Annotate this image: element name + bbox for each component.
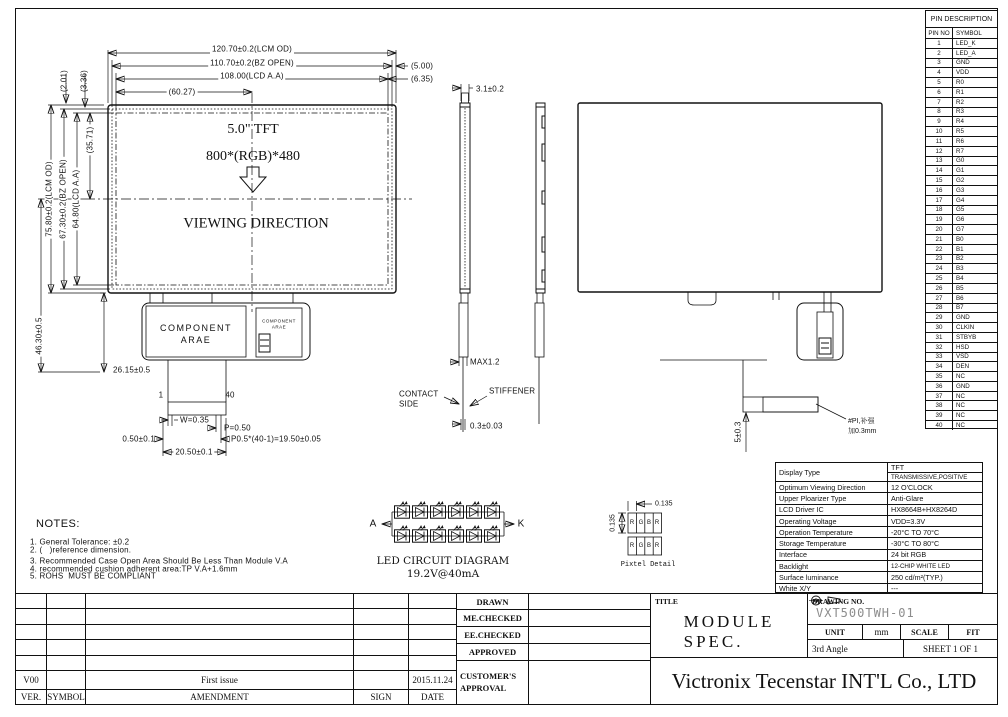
pin-row — [926, 332, 997, 342]
pin-symbol: G6 — [956, 216, 965, 224]
pin-row — [926, 391, 997, 401]
pin-row — [926, 293, 997, 303]
pin-no: 23 — [926, 255, 953, 264]
unit-scale-row — [808, 625, 997, 640]
pin-symbol: VDD — [956, 69, 970, 77]
pin-no: 8 — [926, 108, 953, 117]
pin-no: 14 — [926, 166, 953, 175]
spec-value: 12 O'CLOCK — [891, 482, 933, 492]
pin-no: 34 — [926, 362, 953, 371]
pin-row — [926, 67, 997, 77]
stiffener-label: STIFFENER — [489, 386, 536, 396]
note-item: 1. General Tolerance: ±0.2 — [30, 537, 130, 547]
pin-no: 26 — [926, 284, 953, 293]
pin-row — [926, 38, 997, 48]
revision-empty-cell — [86, 656, 354, 671]
led-diagram-title: LED CIRCUIT DIAGRAM — [376, 555, 510, 567]
revision-header-cell: AMENDMENT — [86, 690, 354, 704]
revision-cell: 2015.11.24 — [409, 671, 456, 690]
pin-symbol: B0 — [956, 235, 964, 243]
dim-bz-open-width: 110.70±0.2(BZ OPEN) — [210, 58, 294, 68]
dim-46-30: 46.30±0.5 — [34, 317, 44, 355]
pin-no: 38 — [926, 401, 953, 410]
approval-row-value — [529, 594, 650, 610]
pin-row — [926, 254, 997, 264]
spec-row — [776, 526, 982, 537]
pin-row — [926, 273, 997, 283]
contact-side-label: CONTACT — [399, 389, 439, 399]
pin-no: 7 — [926, 98, 953, 107]
pin-row — [926, 205, 997, 215]
revision-header-cell: VER. — [16, 690, 47, 704]
revision-empty-cell — [86, 640, 354, 655]
spec-label: Upper Ploarizer Type — [776, 493, 888, 503]
pin-no: 4 — [926, 68, 953, 77]
pi-stiffener-note: #PI,补强 — [848, 418, 875, 425]
pin-no: 35 — [926, 372, 953, 381]
revision-empty-cell — [16, 625, 47, 640]
led-cathode-label: K — [517, 518, 525, 530]
dim-pin-pitch: P=0.50 — [224, 423, 251, 433]
spec-value: -30°C TO 80°C — [891, 539, 940, 549]
pin-no: 1 — [926, 39, 953, 48]
approval-row-label: EE.CHECKED — [457, 627, 529, 644]
pin-row — [926, 263, 997, 273]
subpixel-r: R — [654, 520, 660, 526]
pin-symbol: B1 — [956, 245, 964, 253]
pin-no: 5 — [926, 78, 953, 87]
title-label: TITLE — [655, 597, 678, 606]
pixel-detail-caption: Pixtel Detail — [620, 561, 676, 569]
pin-symbol: R6 — [956, 137, 964, 145]
revision-empty-cell — [409, 625, 456, 640]
pin-no: 29 — [926, 313, 953, 322]
led-anode-label: A — [369, 518, 377, 530]
revision-empty-cell — [86, 609, 354, 624]
pin-symbol: R5 — [956, 128, 964, 136]
pin-row — [926, 312, 997, 322]
revision-empty-cell — [47, 594, 86, 609]
approval-row-label: DRAWN — [457, 594, 529, 610]
revision-empty-cell — [47, 609, 86, 624]
dim-26-15: 26.15±0.5 — [113, 365, 151, 375]
subpixel-b: B — [646, 543, 652, 549]
spec-value: -20°C TO 70°C — [891, 527, 940, 537]
pin-no: 27 — [926, 294, 953, 303]
dim-lcm-od-height: 75.80±0.2(LCM OD) — [44, 161, 54, 237]
subpixel-r: R — [654, 543, 660, 549]
pin-symbol: G2 — [956, 177, 965, 185]
pin-symbol: NC — [956, 421, 965, 429]
revision-empty-cell — [47, 640, 86, 655]
spec-label: White X/Y — [776, 584, 888, 594]
revision-empty-cell — [409, 640, 456, 655]
pin-row — [926, 165, 997, 175]
dim-max-1-2: MAX1.2 — [470, 357, 500, 367]
fpc-connector-pins — [168, 402, 226, 415]
pin-row — [926, 77, 997, 87]
pin-symbol: G7 — [956, 226, 965, 234]
revision-empty-cell — [409, 594, 456, 609]
pin-no: 12 — [926, 147, 953, 156]
pin-row — [926, 234, 997, 244]
spec-label: Operation Temperature — [776, 527, 888, 537]
pin-1-marker: 1 — [158, 390, 164, 400]
pin-no: 40 — [926, 421, 953, 430]
pin-no: 32 — [926, 343, 953, 352]
pixel-dim-v: 0.135 — [609, 514, 617, 532]
pin-row — [926, 136, 997, 146]
subpixel-g: G — [638, 520, 644, 526]
customer-approval-label: CUSTOMER'S APPROVAL — [457, 661, 529, 704]
pin-no: 30 — [926, 323, 953, 332]
revision-empty-cell — [354, 671, 409, 690]
pin-row — [926, 420, 997, 430]
revision-empty-cell — [409, 609, 456, 624]
spec-label: Backlight — [776, 561, 888, 571]
subpixel-r: R — [629, 520, 635, 526]
pin-no: 16 — [926, 186, 953, 195]
spec-row — [776, 571, 982, 582]
spec-row — [776, 463, 982, 481]
pin-no: 28 — [926, 304, 953, 313]
pin-row — [926, 175, 997, 185]
component-area-label-small: ARAE — [271, 324, 287, 330]
third-angle-projection-icon — [808, 594, 842, 607]
pin-symbol: LED_A — [956, 49, 976, 57]
note-item: 4. recommended cushion adherent area:TP V.A+1.6mm — [30, 564, 238, 574]
revision-table — [15, 593, 457, 705]
revision-empty-cell — [354, 656, 409, 671]
pin-40-marker: 40 — [225, 390, 235, 400]
dim-2-01: (2.01) — [59, 69, 69, 93]
revision-empty-cell — [354, 640, 409, 655]
customer-approval-value — [529, 661, 650, 704]
pin-row — [926, 400, 997, 410]
angle-sheet-row — [808, 640, 997, 657]
fit-label: FIT — [966, 627, 980, 637]
note-item: 2. ( )reference dimension. — [30, 545, 132, 555]
pin-symbol: R7 — [956, 147, 964, 155]
revision-empty-cell — [47, 671, 86, 690]
spec-value: 24 bit RGB — [891, 550, 927, 560]
revision-header-cell: SIGN — [354, 690, 409, 704]
pin-no: 10 — [926, 127, 953, 136]
pin-symbol: R3 — [956, 108, 964, 116]
spec-label: Optimum Viewing Direction — [776, 482, 888, 492]
dim-lcm-od-width: 120.70±0.2(LCM OD) — [211, 44, 293, 54]
pin-no: 24 — [926, 264, 953, 273]
pin-no: 36 — [926, 382, 953, 391]
unit-label: UNIT — [808, 625, 863, 639]
pin-symbol: STBYB — [956, 333, 977, 341]
pin-symbol: LED_K — [956, 39, 976, 47]
pin-symbol: G5 — [956, 206, 965, 214]
viewing-direction-arrow — [240, 167, 266, 192]
spec-row — [776, 515, 982, 526]
approval-row-value — [529, 644, 650, 661]
spec-row — [776, 481, 982, 492]
drawing-no-value: VXT500TWH-01 — [816, 606, 915, 620]
component-area-hatch-small — [256, 308, 302, 357]
spec-label: Surface luminance — [776, 572, 888, 582]
pin-no: 21 — [926, 235, 953, 244]
pin-row — [926, 352, 997, 362]
pin-row — [926, 381, 997, 391]
pin-no: 18 — [926, 206, 953, 215]
pin-row — [926, 116, 997, 126]
revision-empty-cell — [354, 625, 409, 640]
pin-symbol: NC — [956, 412, 965, 420]
pi-stiffener-note: 加0.3mm — [848, 428, 877, 435]
pin-symbol: R2 — [956, 98, 964, 106]
note-item: 3. Recommended Case Open Area Should Be Less Than Module V.A — [30, 556, 288, 566]
spec-value: VDD=3.3V — [891, 516, 926, 526]
fpc-tail-hatch — [459, 303, 468, 357]
revision-cell: First issue — [86, 671, 354, 690]
spec-row — [776, 560, 982, 571]
panel-size-label: 5.0" TFT — [227, 122, 279, 137]
subpixel-g: G — [638, 543, 644, 549]
pi-stiffener-pad — [763, 397, 818, 412]
pin-row — [926, 87, 997, 97]
pin-no: 6 — [926, 88, 953, 97]
pin-no: 17 — [926, 196, 953, 205]
note-item: 5. ROHS MUST BE COMPLIANT — [30, 571, 156, 581]
revision-empty-cell — [47, 656, 86, 671]
side-view-profile — [444, 84, 487, 432]
dim-fpc-thickness: 0.3±0.03 — [470, 421, 503, 431]
approval-row-label: ME.CHECKED — [457, 610, 529, 627]
spec-value: 250 cd/m²(TYP.) — [891, 573, 943, 583]
pin-symbol: R1 — [956, 88, 964, 96]
pin-symbol: HSD — [956, 343, 970, 351]
pin-row — [926, 214, 997, 224]
spec-row — [776, 549, 982, 560]
revision-empty-cell — [47, 625, 86, 640]
company-name: Victronix Tecenstar INT'L Co., LTD — [650, 657, 998, 705]
spec-label: Display Type — [776, 463, 888, 481]
pin-symbol: R0 — [956, 79, 964, 87]
pin-no: 11 — [926, 137, 953, 146]
pin-symbol: G4 — [956, 196, 965, 204]
pin-no: 25 — [926, 274, 953, 283]
pin-row — [926, 156, 997, 166]
pin-symbol: B2 — [956, 255, 964, 263]
document-title: MODULE SPEC. — [683, 612, 775, 651]
pin-symbol: CLKIN — [956, 324, 975, 331]
dim-5-00: (5.00) — [411, 61, 434, 71]
spec-value: --- — [891, 584, 899, 594]
pin-symbol: B4 — [956, 275, 964, 283]
dim-pitch-total: P0.5*(40-1)=19.50±0.05 — [231, 434, 321, 444]
pin-symbol: B6 — [956, 294, 964, 302]
revision-empty-cell — [16, 594, 47, 609]
pin-row — [926, 244, 997, 254]
pin-no: 2 — [926, 49, 953, 58]
spec-label: Interface — [776, 550, 888, 560]
pin-no: 39 — [926, 411, 953, 420]
pin-row — [926, 322, 997, 332]
pin-symbol: NC — [956, 372, 965, 380]
pin-row — [926, 107, 997, 117]
pin-symbol: GND — [956, 382, 970, 390]
spec-value: Anti-Glare — [891, 493, 924, 503]
spec-row — [776, 492, 982, 503]
spec-value: 12-CHIP WHITE LED — [891, 562, 951, 570]
led-rating: 19.2V@40mA — [406, 568, 480, 580]
pin-row — [926, 126, 997, 136]
component-area-label: COMPONENT — [160, 323, 232, 333]
approval-row-value — [529, 610, 650, 627]
pin-row — [926, 303, 997, 313]
pin-table-header — [926, 28, 997, 38]
revision-empty-cell — [16, 640, 47, 655]
revision-empty-cell — [16, 609, 47, 624]
pin-row — [926, 185, 997, 195]
pin-symbol: G1 — [956, 167, 965, 175]
pin-description-table — [925, 10, 998, 429]
dim-6-35: (6.35) — [411, 74, 434, 84]
pin-row — [926, 195, 997, 205]
pin-no: 9 — [926, 117, 953, 126]
display-spec-table — [775, 462, 983, 593]
dim-60-27: (60.27) — [168, 87, 196, 97]
scale-label: SCALE — [901, 625, 949, 639]
pin-no: 37 — [926, 392, 953, 401]
pin-symbol: B5 — [956, 284, 964, 292]
pin-row — [926, 342, 997, 352]
pin-no: 19 — [926, 215, 953, 224]
back-view — [578, 103, 882, 452]
component-area-label-small: COMPONENT — [262, 318, 296, 324]
pin-row — [926, 48, 997, 58]
pin-row — [926, 371, 997, 381]
pin-row — [926, 224, 997, 234]
pin-symbol: DEN — [956, 363, 970, 371]
revision-empty-cell — [86, 594, 354, 609]
dim-connector-width: 20.50±0.1 — [175, 447, 213, 457]
projection-cell — [808, 640, 904, 657]
pin-no: 31 — [926, 333, 953, 342]
pin-symbol-header: SYMBOL — [956, 29, 982, 37]
pin-row — [926, 97, 997, 107]
pin-symbol: R4 — [956, 118, 964, 126]
spec-value: TRANSMISSIVE,POSITIVE — [891, 473, 968, 481]
pixel-dim-h: 0.135 — [655, 500, 673, 508]
revision-empty-cell — [16, 656, 47, 671]
pin-row — [926, 361, 997, 371]
pin-symbol: G3 — [956, 186, 965, 194]
led-circuit — [382, 502, 514, 542]
pin-no: 33 — [926, 353, 953, 362]
spec-row — [776, 504, 982, 515]
pin-no: 3 — [926, 59, 953, 68]
pin-symbol: NC — [956, 392, 965, 400]
dim-edge-margin: 0.50±0.1 — [122, 434, 155, 444]
third-angle-label: 3rd Angle — [812, 643, 848, 654]
notes-title: NOTES: — [36, 518, 80, 530]
revision-header-cell: SYMBOL — [47, 690, 86, 704]
revision-empty-cell — [86, 625, 354, 640]
revision-empty-cell — [354, 609, 409, 624]
spec-label: Operating Voltage — [776, 516, 888, 526]
dim-tail-5: 5±0.3 — [733, 421, 743, 443]
pin-symbol: VSD — [956, 353, 969, 361]
pin-no: 22 — [926, 245, 953, 254]
pin-symbol: B7 — [956, 304, 964, 312]
dim-thickness: 3.1±0.2 — [476, 84, 505, 94]
unit-value: mm — [863, 625, 901, 639]
pin-symbol: G0 — [956, 157, 965, 165]
approval-table — [456, 593, 651, 705]
drawing-info-area — [807, 593, 998, 658]
dim-3-36: (3.36) — [79, 69, 89, 93]
viewing-direction-label: VIEWING DIRECTION — [183, 215, 329, 232]
pin-symbol: NC — [956, 402, 965, 410]
spec-label: LCD Driver IC — [776, 505, 888, 515]
drawing-no-label: DRAWING NO. — [812, 597, 865, 606]
spec-value: HX8664B+HX8264D — [891, 505, 958, 515]
pin-row — [926, 410, 997, 420]
subpixel-r: R — [629, 543, 635, 549]
dim-35-71: (35.71) — [85, 126, 95, 154]
pin-no: 15 — [926, 176, 953, 185]
pin-symbol: GND — [956, 314, 970, 322]
pin-row — [926, 283, 997, 293]
approval-row-label: APPROVED — [457, 644, 529, 661]
spec-row — [776, 537, 982, 548]
dim-lcd-aa-width: 108.00(LCD A.A) — [220, 71, 284, 81]
approval-row-value — [529, 627, 650, 644]
pin-symbol: GND — [956, 59, 970, 67]
pin-no: 20 — [926, 225, 953, 234]
spec-value: TFT — [888, 463, 982, 473]
revision-header-cell: DATE — [421, 691, 444, 702]
spec-label: Storage Temperature — [776, 538, 888, 548]
dim-lcd-aa-height: 64.80(LCD A.A) — [71, 169, 81, 229]
title-area — [650, 593, 808, 658]
panel-resolution: 800*(RGB)*480 — [205, 149, 301, 164]
contact-side-label: SIDE — [399, 399, 419, 409]
dim-bz-open-height: 67.30±0.2(BZ OPEN) — [58, 159, 68, 239]
revision-cell: V00 — [16, 671, 47, 690]
pin-symbol: B3 — [956, 265, 964, 273]
dim-pin-width: W=0.35 — [180, 415, 209, 425]
pin-no-header: PIN NO — [926, 28, 953, 38]
side-view-profile-2 — [535, 103, 545, 424]
revision-empty-cell — [354, 594, 409, 609]
pin-row — [926, 146, 997, 156]
pin-row — [926, 58, 997, 68]
subpixel-b: B — [646, 520, 652, 526]
pin-table-title: PIN DESCRIPTION — [926, 11, 997, 28]
component-area-label: ARAE — [180, 335, 212, 345]
pin-no: 13 — [926, 157, 953, 166]
sheet-label: SHEET 1 OF 1 — [922, 643, 979, 654]
revision-empty-cell — [409, 656, 456, 671]
